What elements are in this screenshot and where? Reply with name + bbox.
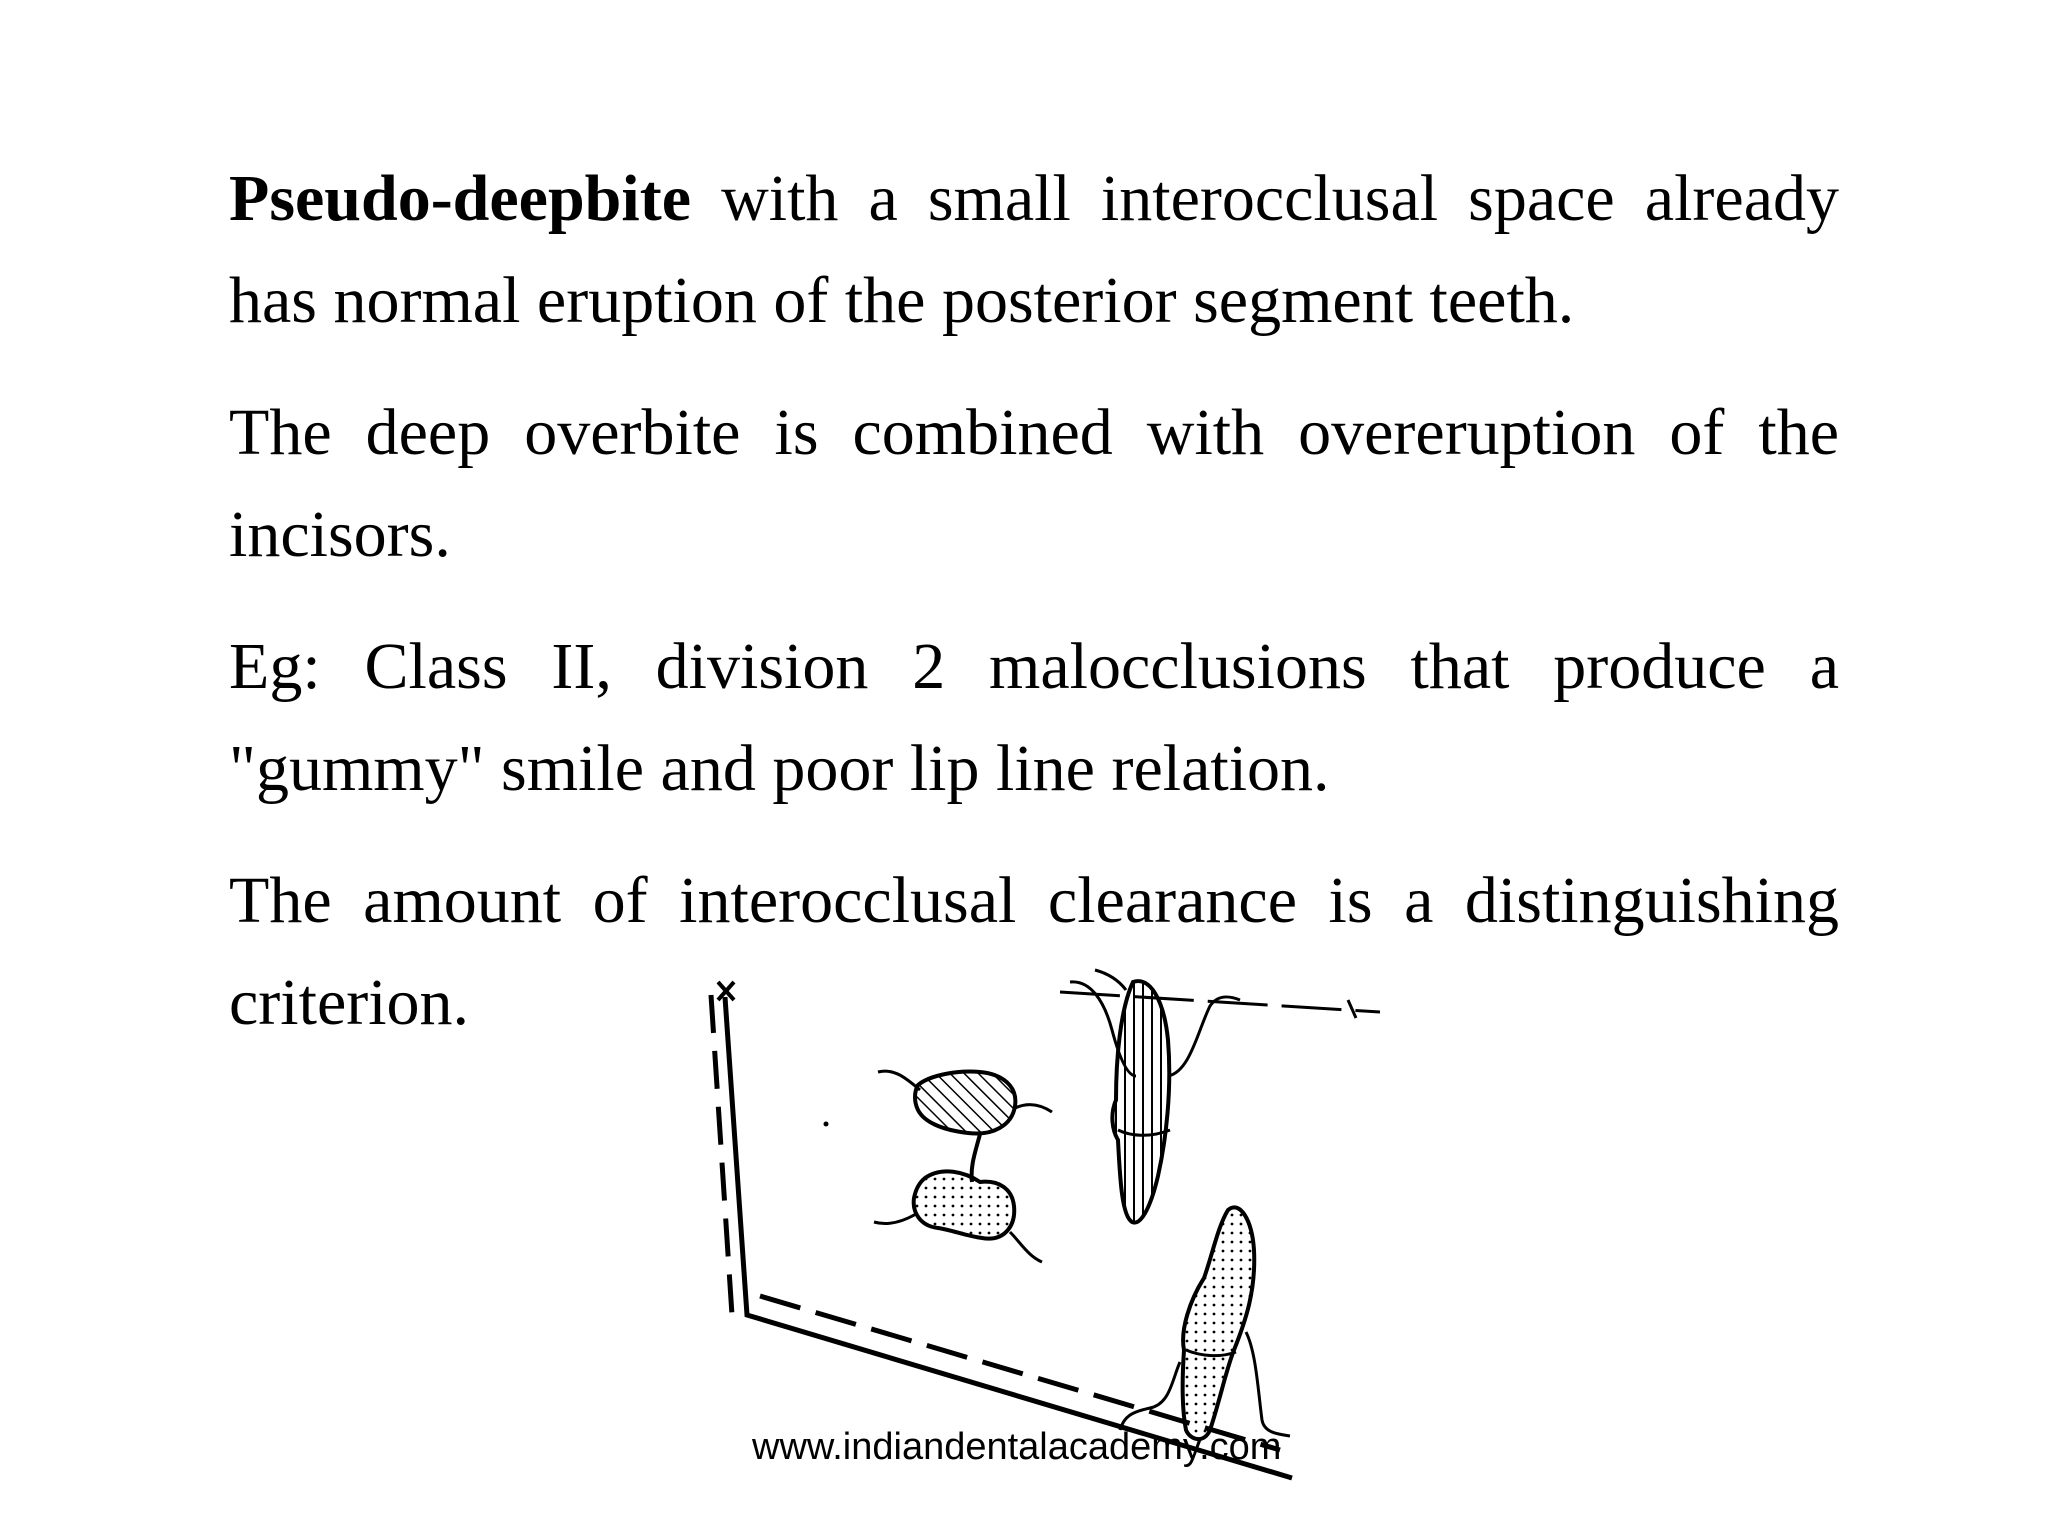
diagram-speck bbox=[824, 1122, 829, 1127]
occlusal-contact-line bbox=[972, 1134, 980, 1182]
slide-body bbox=[229, 148, 1839, 1084]
upper-incisor bbox=[1060, 970, 1380, 1223]
paragraph-example: Eg: Class II, division 2 malocclusions that produce a "gummy" smile and poor lip line relation. bbox=[229, 630, 1839, 805]
lower-incisor bbox=[1120, 1207, 1290, 1439]
term-pseudo-deepbite: Pseudo-deepbite bbox=[229, 162, 691, 235]
paragraph-criterion: The amount of interocclusal clearance is a distinguishing criterion. bbox=[229, 864, 1839, 1039]
watermark-url: www.indiandentalacademy.com bbox=[752, 1426, 1282, 1468]
dental-occlusion-diagram-icon bbox=[680, 960, 1440, 1500]
upper-posterior-tooth bbox=[878, 1071, 1052, 1133]
paragraph-pseudo-deepbite bbox=[229, 148, 1839, 352]
lower-posterior-tooth bbox=[874, 1171, 1042, 1262]
paragraph-1-text: with a small interocclusal space already has normal eruption of the posterior segment teeth. bbox=[229, 162, 1839, 337]
paragraph-deep-overbite: The deep overbite is combined with overeruption of the incisors. bbox=[229, 396, 1839, 571]
